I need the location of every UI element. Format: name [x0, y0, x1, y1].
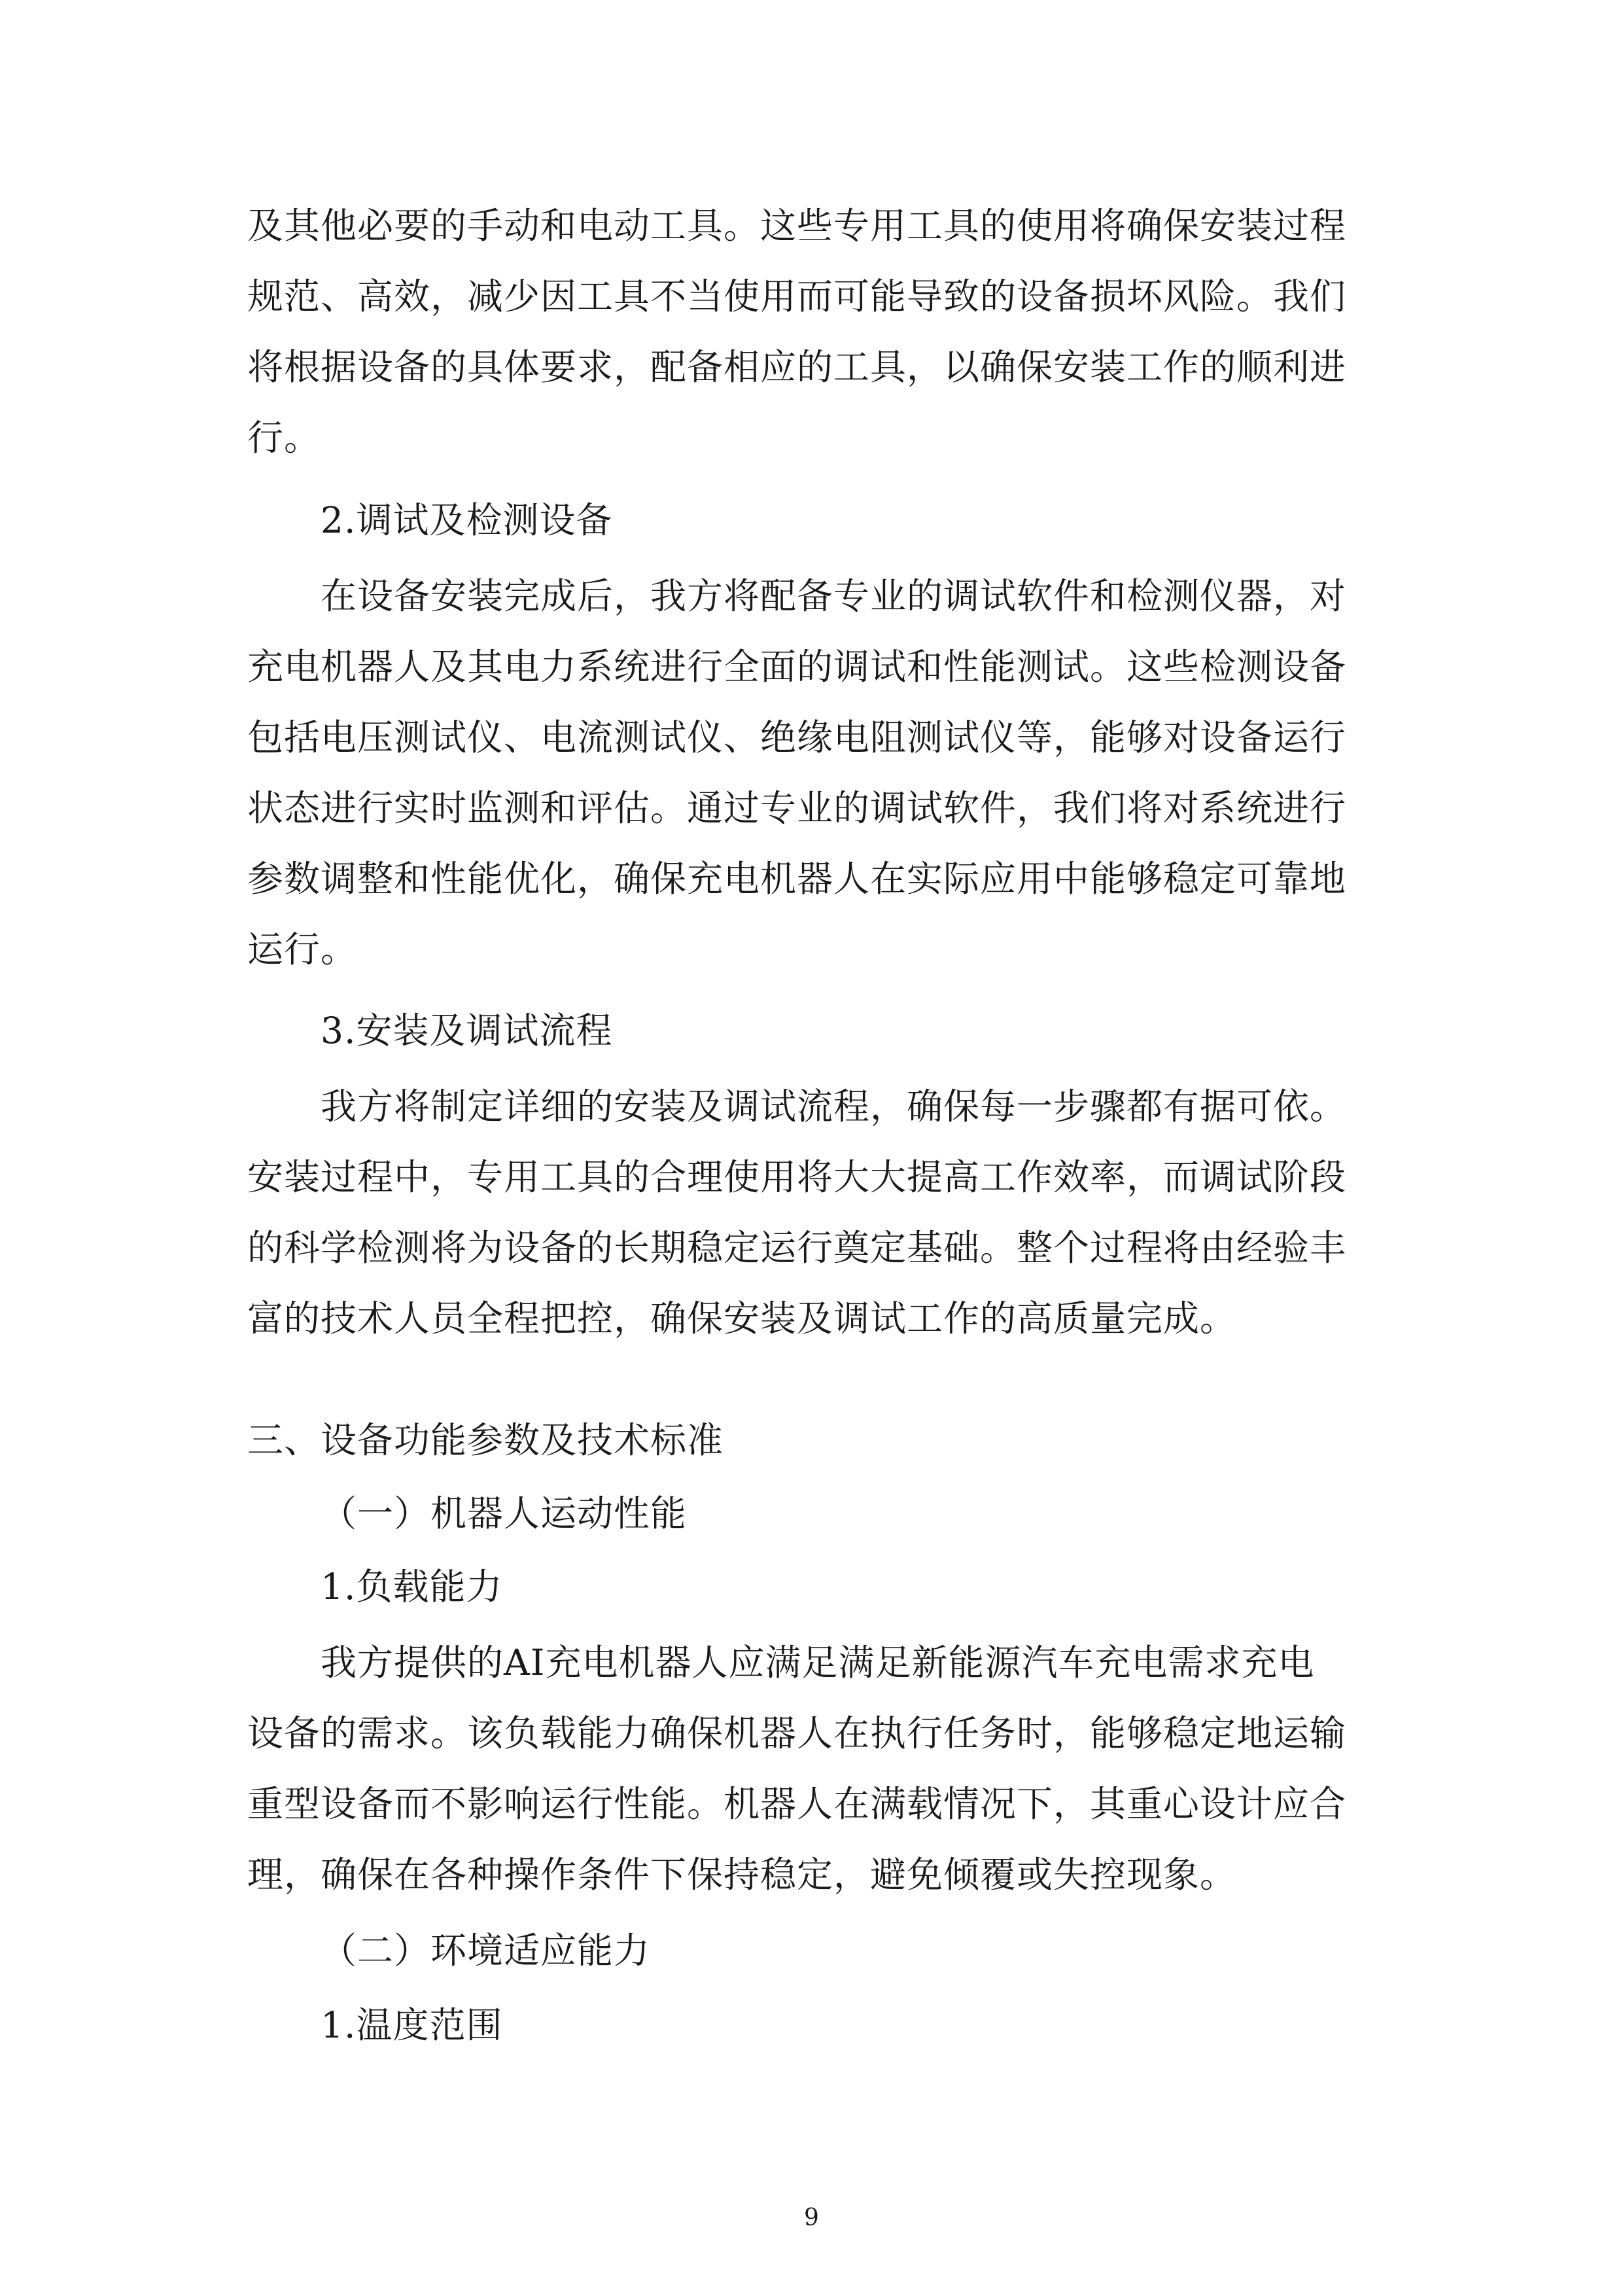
paragraph-line: 理，确保在各种操作条件下保持稳定，避免倾覆或失控现象。	[247, 1854, 1237, 1896]
subsection-heading: 1.温度范围	[321, 2004, 503, 2046]
subsection-heading: （二）环境适应能力	[321, 1930, 651, 1971]
section-heading: 三、设备功能参数及技术标准	[247, 1419, 724, 1461]
subsection-heading: 2.调试及检测设备	[321, 499, 613, 541]
subsection-heading: 1.负载能力	[321, 1566, 503, 1608]
paragraph-line: 运行。	[247, 928, 358, 970]
paragraph-line: 规范、高效，减少因工具不当使用而可能导致的设备损坏风险。我们	[247, 275, 1347, 317]
paragraph-line: 状态进行实时监测和评估。通过专业的调试软件，我们将对系统进行	[247, 787, 1347, 829]
paragraph-line: 行。	[247, 417, 321, 459]
paragraph-line: 将根据设备的具体要求，配备相应的工具，以确保安装工作的顺利进	[247, 346, 1347, 388]
paragraph-line: 的科学检测将为设备的长期稳定运行奠定基础。整个过程将由经验丰	[247, 1227, 1347, 1269]
subsection-heading: 3.安装及调试流程	[321, 1010, 613, 1051]
paragraph-line: 我方提供的AI充电机器人应满足满足新能源汽车充电需求充电	[321, 1642, 1315, 1684]
paragraph-line: 在设备安装完成后，我方将配备专业的调试软件和检测仪器，对	[321, 575, 1347, 617]
paragraph-line: 富的技术人员全程把控，确保安装及调试工作的高质量完成。	[247, 1298, 1237, 1339]
paragraph-line: 包括电压测试仪、电流测试仪、绝缘电阻测试仪等，能够对设备运行	[247, 716, 1347, 758]
subsection-heading: （一）机器人运动性能	[321, 1492, 688, 1534]
page-number: 9	[804, 2204, 819, 2231]
paragraph-line: 安装过程中，专用工具的合理使用将大大提高工作效率，而调试阶段	[247, 1156, 1347, 1198]
paragraph-line: 参数调整和性能优化，确保充电机器人在实际应用中能够稳定可靠地	[247, 858, 1347, 900]
paragraph-line: 重型设备而不影响运行性能。机器人在满载情况下，其重心设计应合	[247, 1783, 1347, 1825]
paragraph-line: 设备的需求。该负载能力确保机器人在执行任务时，能够稳定地运输	[247, 1712, 1347, 1754]
paragraph-line: 我方将制定详细的安装及调试流程，确保每一步骤都有据可依。	[321, 1086, 1347, 1127]
paragraph-line: 及其他必要的手动和电动工具。这些专用工具的使用将确保安装过程	[247, 205, 1347, 247]
paragraph-line: 充电机器人及其电力系统进行全面的调试和性能测试。这些检测设备	[247, 646, 1347, 688]
